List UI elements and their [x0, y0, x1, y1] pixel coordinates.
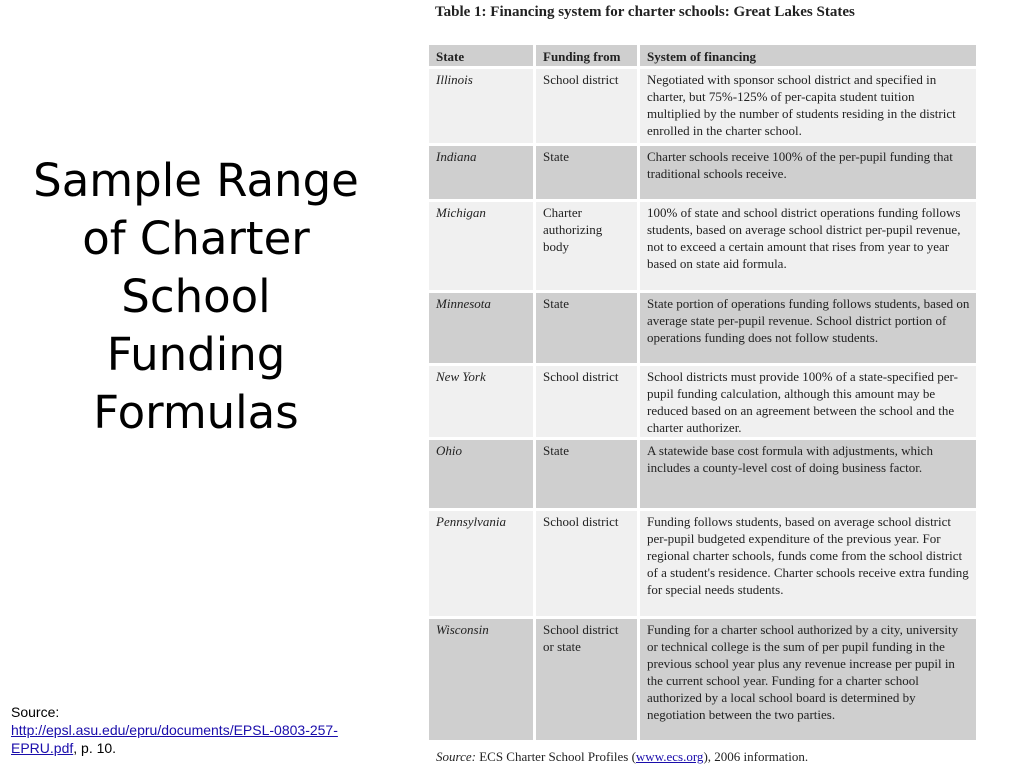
header-state: State [428, 44, 535, 68]
cell-state: Michigan [428, 201, 535, 292]
cell-funding-from: State [535, 145, 639, 201]
cell-funding-from: State [535, 292, 639, 365]
table-row [428, 365, 978, 439]
header-funding-from: Funding from [535, 44, 639, 68]
table-row [428, 201, 978, 292]
cell-system: Charter schools receive 100% of the per-pupil funding that traditional schools receive. [639, 145, 978, 201]
cell-system: School districts must provide 100% of a state-specified per-pupil funding calculation, although this amount may be reduced based on an agreement between the school and the charter authorizer. [639, 365, 978, 439]
table-header-row [428, 44, 978, 68]
financing-table [426, 42, 979, 743]
table-caption: Table 1: Financing system for charter schools: Great Lakes States [435, 4, 855, 20]
cell-funding-from: School district [535, 365, 639, 439]
source-link[interactable]: http://epsl.asu.edu/epru/documents/EPSL-0803-257-EPRU.pdf [11, 722, 338, 756]
table-row [428, 145, 978, 201]
cell-system: Negotiated with sponsor school district and specified in charter, but 75%-125% of per-capita student tuition multiplied by the number of students residing in the district enrolled in the charter school. [639, 68, 978, 145]
title-line: School [121, 270, 271, 323]
table-row [428, 618, 978, 742]
cell-state: Wisconsin [428, 618, 535, 742]
table-row [428, 68, 978, 145]
title-line: Funding [106, 328, 286, 381]
source-suffix: , p. 10. [73, 740, 117, 756]
cell-state: New York [428, 365, 535, 439]
table-source-text-after: ), 2006 information. [703, 749, 809, 764]
header-system: System of financing [639, 44, 978, 68]
cell-funding-from: School district [535, 510, 639, 618]
cell-state: Ohio [428, 439, 535, 510]
cell-system: Funding for a charter school authorized by a city, university or technical college is the sum of per pupil funding in the previous school year plus any revenue increase per pupil in the current school year. Funding for a charter school authorized by a local school board is determined by negotiation between the two parties. [639, 618, 978, 742]
title-line: Sample Range [33, 154, 359, 207]
cell-system: Funding follows students, based on average school district per-pupil budgeted expenditure of the previous year. For regional charter schools, funds come from the school district of a student's residence. Charter schools receive extra funding for special needs students. [639, 510, 978, 618]
cell-system: 100% of state and school district operations funding follows students, based on average school district per-pupil revenue, not to exceed a certain amount that rises from year to year based on state aid formula. [639, 201, 978, 292]
title-line: Formulas [93, 386, 299, 439]
cell-state: Minnesota [428, 292, 535, 365]
cell-system: A statewide base cost formula with adjustments, which includes a county-level cost of doing business factor. [639, 439, 978, 510]
cell-funding-from: State [535, 439, 639, 510]
table-row [428, 510, 978, 618]
cell-state: Indiana [428, 145, 535, 201]
cell-system: State portion of operations funding follows students, based on average state per-pupil revenue. School district portion of operations funding does not follow students. [639, 292, 978, 365]
slide-source [11, 703, 351, 757]
cell-state: Pennsylvania [428, 510, 535, 618]
table-row [428, 439, 978, 510]
source-label: Source: [11, 704, 60, 720]
table-source-note [436, 749, 808, 765]
table-row [428, 292, 978, 365]
cell-funding-from: School district [535, 68, 639, 145]
table-source-label: Source: [436, 749, 476, 764]
cell-state: Illinois [428, 68, 535, 145]
cell-funding-from: Charter authorizing body [535, 201, 639, 292]
table-source-link[interactable]: www.ecs.org [635, 749, 704, 764]
table-source-text: ECS Charter School Profiles ( [475, 749, 636, 764]
title-line: of Charter [82, 212, 310, 265]
slide-title [8, 152, 384, 442]
cell-funding-from: School district or state [535, 618, 639, 742]
